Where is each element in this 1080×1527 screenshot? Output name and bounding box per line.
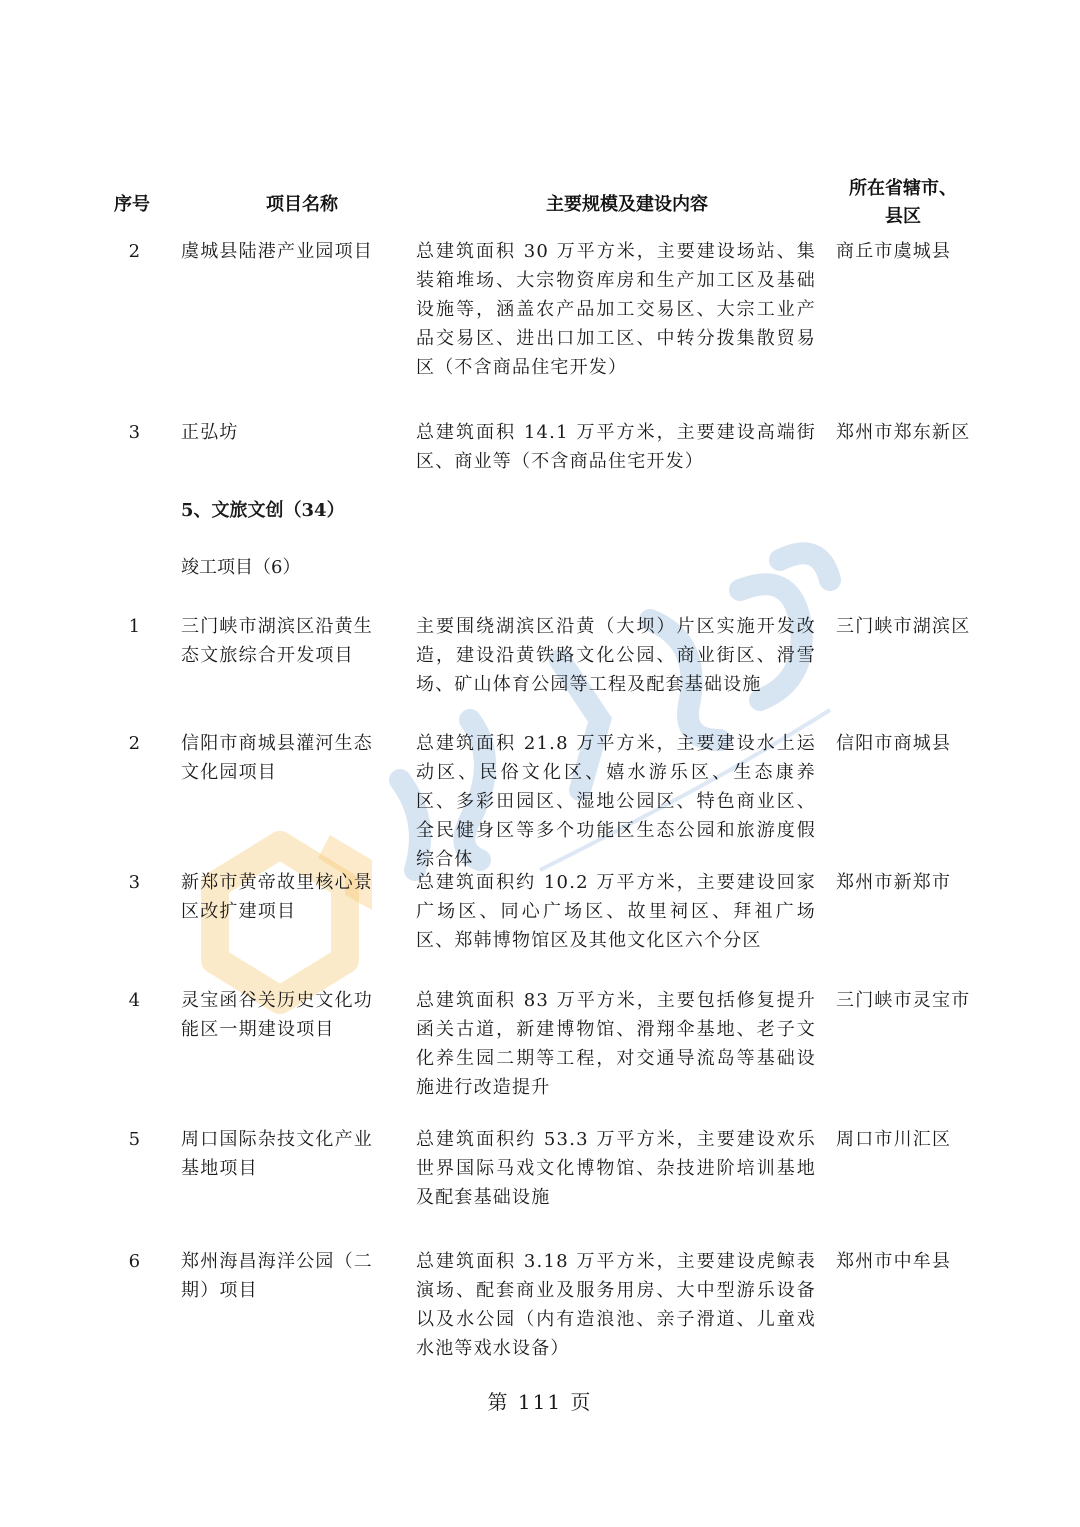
row-name: 郑州海昌海洋公园（二期）项目 (181, 1251, 373, 1301)
row-name: 虞城县陆港产业园项目 (181, 241, 373, 262)
header-location-line2: 县区 (885, 206, 921, 227)
row-location: 三门峡市灵宝市 (836, 990, 971, 1011)
row-seq: 3 (128, 422, 142, 443)
header-location-line1: 所在省辖市、 (849, 178, 957, 199)
row-scale: 总建筑面积 21.8 万平方米，主要建设水上运动区、民俗文化区、嬉水游乐区、生态康养区、多彩田园区、湿地公园区、特色商业区、全民健身区等多个功能区生态公园和旅游度假综合体 (416, 733, 816, 870)
row-scale: 总建筑面积约 10.2 万平方米，主要建设回家广场区、同心广场区、故里祠区、拜祖广场区、郑韩博物馆区及其他文化区六个分区 (416, 872, 816, 951)
row-name: 灵宝函谷关历史文化功能区一期建设项目 (181, 990, 373, 1040)
row-name: 信阳市商城县灌河生态文化园项目 (181, 733, 373, 783)
header-scale-content: 主要规模及建设内容 (546, 194, 708, 215)
section-subtitle: 竣工项目（6） (181, 557, 301, 578)
row-seq: 5 (128, 1129, 142, 1150)
row-scale: 总建筑面积约 53.3 万平方米，主要建设欢乐世界国际马戏文化博物馆、杂技进阶培训基地及配套基础设施 (416, 1129, 816, 1208)
row-scale: 总建筑面积 14.1 万平方米，主要建设高端街区、商业等（不含商品住宅开发） (416, 422, 816, 472)
row-scale: 总建筑面积 83 万平方米，主要包括修复提升函关古道，新建博物馆、滑翔伞基地、老子文化养生园二期等工程，对交通导流岛等基础设施进行改造提升 (416, 990, 816, 1098)
header-location (838, 175, 968, 231)
row-name: 三门峡市湖滨区沿黄生态文旅综合开发项目 (181, 616, 373, 666)
row-scale: 主要围绕湖滨区沿黄（大坝）片区实施开发改造，建设沿黄铁路文化公园、商业街区、滑雪场、矿山体育公园等工程及配套基础设施 (416, 616, 816, 695)
page-number: 第 111 页 (487, 1390, 593, 1414)
row-seq: 6 (128, 1251, 142, 1272)
header-project-name: 项目名称 (266, 194, 338, 215)
section-title: 5、文旅文创（34） (181, 500, 345, 521)
row-seq: 2 (128, 733, 142, 754)
row-name: 正弘坊 (181, 422, 239, 443)
row-location: 三门峡市湖滨区 (836, 616, 971, 637)
row-seq: 3 (128, 872, 142, 893)
row-name: 周口国际杂技文化产业基地项目 (181, 1129, 373, 1179)
row-seq: 4 (128, 990, 142, 1011)
row-location: 商丘市虞城县 (836, 241, 952, 262)
row-scale: 总建筑面积 3.18 万平方米，主要建设虎鲸表演场、配套商业及服务用房、大中型游乐设备以及水公园（内有造浪池、亲子滑道、儿童戏水池等戏水设备） (416, 1251, 816, 1359)
header-seq: 序号 (114, 194, 150, 215)
row-location: 郑州市新郑市 (836, 872, 952, 893)
row-scale: 总建筑面积 30 万平方米，主要建设场站、集装箱堆场、大宗物资库房和生产加工区及基础设施等，涵盖农产品加工交易区、大宗工业产品交易区、进出口加工区、中转分拨集散贸易区（不含商品住宅开发） (416, 241, 816, 378)
row-location: 郑州市中牟县 (836, 1251, 952, 1272)
row-seq: 2 (128, 241, 142, 262)
row-location: 信阳市商城县 (836, 733, 952, 754)
row-location: 周口市川汇区 (836, 1129, 952, 1150)
row-location: 郑州市郑东新区 (836, 422, 971, 443)
row-name: 新郑市黄帝故里核心景区改扩建项目 (181, 872, 373, 922)
row-seq: 1 (128, 616, 142, 637)
